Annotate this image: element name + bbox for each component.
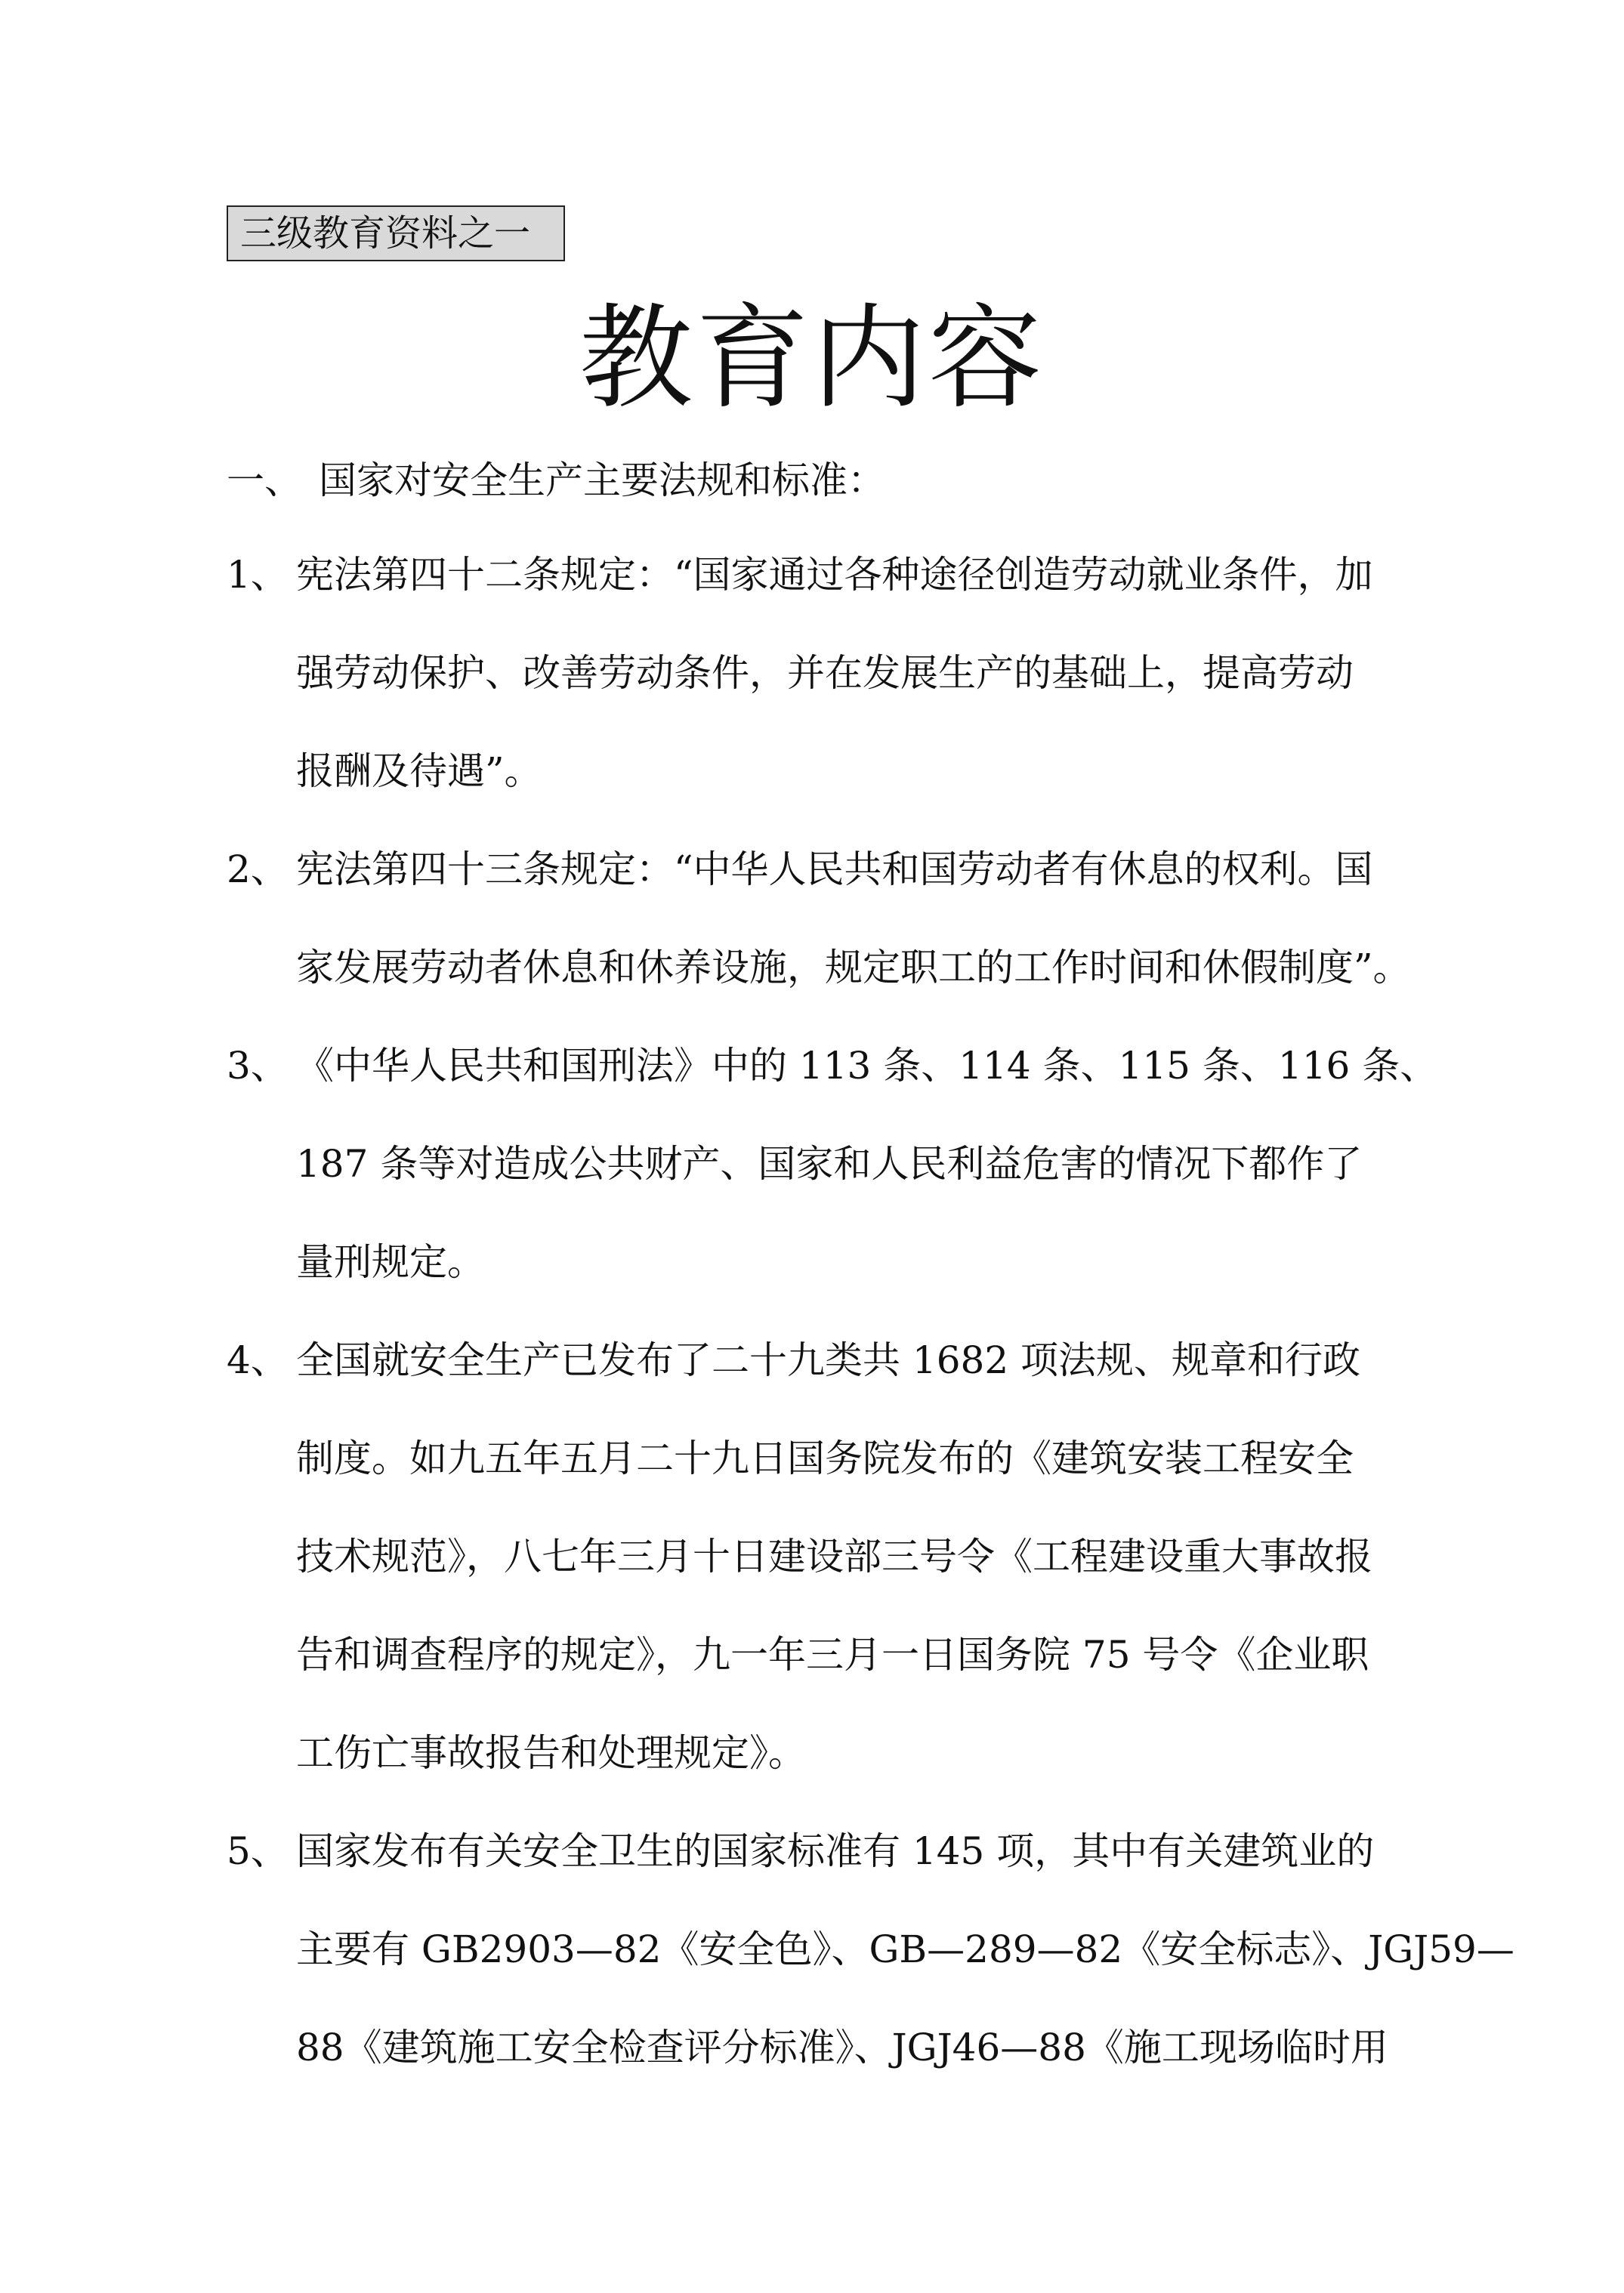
section-number: 一、	[227, 458, 302, 502]
section-heading	[227, 450, 885, 511]
list-item-number: 5、	[227, 1829, 289, 1873]
section-heading-text: 国家对安全生产主要法规和标准：	[319, 458, 885, 502]
page-title: 教育内容	[579, 293, 1045, 424]
list-item-line: 强劳动保护、改善劳动条件，并在发展生产的基础上，提高劳动	[296, 651, 1354, 695]
list-item-line: 报酬及待遇”。	[296, 749, 542, 793]
list-item-line: 国家发布有关安全卫生的国家标准有 145 项，其中有关建筑业的	[296, 1829, 1375, 1873]
list-item-number: 2、	[227, 847, 289, 891]
list-item-line: 宪法第四十三条规定：“中华人民共和国劳动者有休息的权利。国	[296, 847, 1373, 891]
list-item-line: 主要有 GB2903—82《安全色》、GB—289—82《安全标志》、JGJ59—	[296, 1927, 1514, 1971]
list-item-number: 3、	[227, 1044, 289, 1088]
list-item-number: 1、	[227, 553, 289, 597]
list-item-number: 4、	[227, 1338, 289, 1382]
list-item-line: 量刑规定。	[296, 1240, 485, 1284]
document-label-box: 三级教育资料之一	[227, 205, 565, 261]
list-item-line: 《中华人民共和国刑法》中的 113 条、114 条、115 条、116 条、	[296, 1044, 1438, 1088]
list-item-line: 技术规范》，八七年三月十日建设部三号令《工程建设重大事故报	[296, 1535, 1372, 1579]
list-item-line: 家发展劳动者休息和休养设施，规定职工的工作时间和休假制度”。	[296, 946, 1411, 989]
list-item-line: 宪法第四十二条规定：“国家通过各种途径创造劳动就业条件，加	[296, 553, 1373, 597]
list-item-line: 告和调查程序的规定》，九一年三月一日国务院 75 号令《企业职	[296, 1633, 1369, 1677]
list-item-line: 全国就安全生产已发布了二十九类共 1682 项法规、规章和行政	[296, 1338, 1361, 1382]
list-item-line: 187 条等对造成公共财产、国家和人民利益危害的情况下都作了	[296, 1142, 1363, 1186]
list-item-line: 制度。如九五年五月二十九日国务院发布的《建筑安装工程安全	[296, 1437, 1354, 1480]
list-item-line: 工伤亡事故报告和处理规定》。	[296, 1731, 806, 1775]
list-item-line: 88《建筑施工安全检查评分标准》、JGJ46—88《施工现场临时用	[296, 2026, 1388, 2069]
